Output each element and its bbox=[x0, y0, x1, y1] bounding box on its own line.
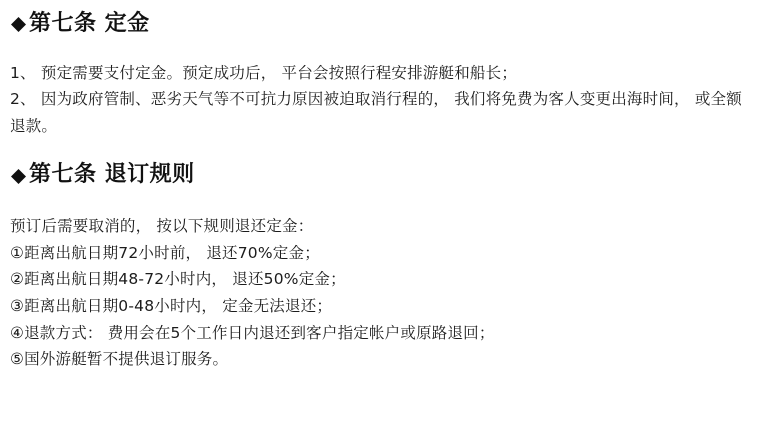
cancellation-rule-3: ③距离出航日期0-48小时内， 定金无法退还； bbox=[10, 296, 333, 315]
black-diamond-icon bbox=[10, 16, 27, 33]
section-deposit bbox=[10, 10, 754, 139]
deposit-item-1: 1、 预定需要支付定金。预定成功后， 平台会按照行程安排游艇和船长； bbox=[10, 63, 518, 82]
spacer bbox=[10, 139, 754, 161]
deposit-item-2: 2、 因为政府管制、恶劣天气等不可抗力原因被迫取消行程的， 我们将免费为客人变更出海时间， 或全额退款。 bbox=[10, 90, 742, 135]
cancellation-intro: 预订后需要取消的， 按以下规则退还定金： bbox=[10, 216, 314, 235]
cancellation-rule-5: ⑤国外游艇暂不提供退订服务。 bbox=[10, 350, 229, 369]
cancellation-rule-4: ④退款方式： 费用会在5个工作日内退还到客户指定帐户或原路退回； bbox=[10, 323, 495, 342]
cancellation-rule-2: ②距离出航日期48-72小时内， 退还50%定金； bbox=[10, 270, 346, 289]
section-heading-cancellation-text: 第七条 退订规则 bbox=[29, 162, 195, 188]
cancellation-rule-1: ①距离出航日期72小时前， 退还70%定金； bbox=[10, 243, 320, 262]
section-heading-deposit bbox=[10, 10, 754, 38]
section-cancellation-body bbox=[10, 213, 754, 373]
section-heading-cancellation bbox=[10, 161, 754, 189]
section-cancellation bbox=[10, 161, 754, 372]
section-deposit-body bbox=[10, 60, 754, 140]
spacer bbox=[10, 38, 754, 60]
spacer bbox=[10, 189, 754, 213]
section-heading-deposit-text: 第七条 定金 bbox=[29, 11, 150, 36]
black-diamond-icon bbox=[10, 168, 27, 185]
